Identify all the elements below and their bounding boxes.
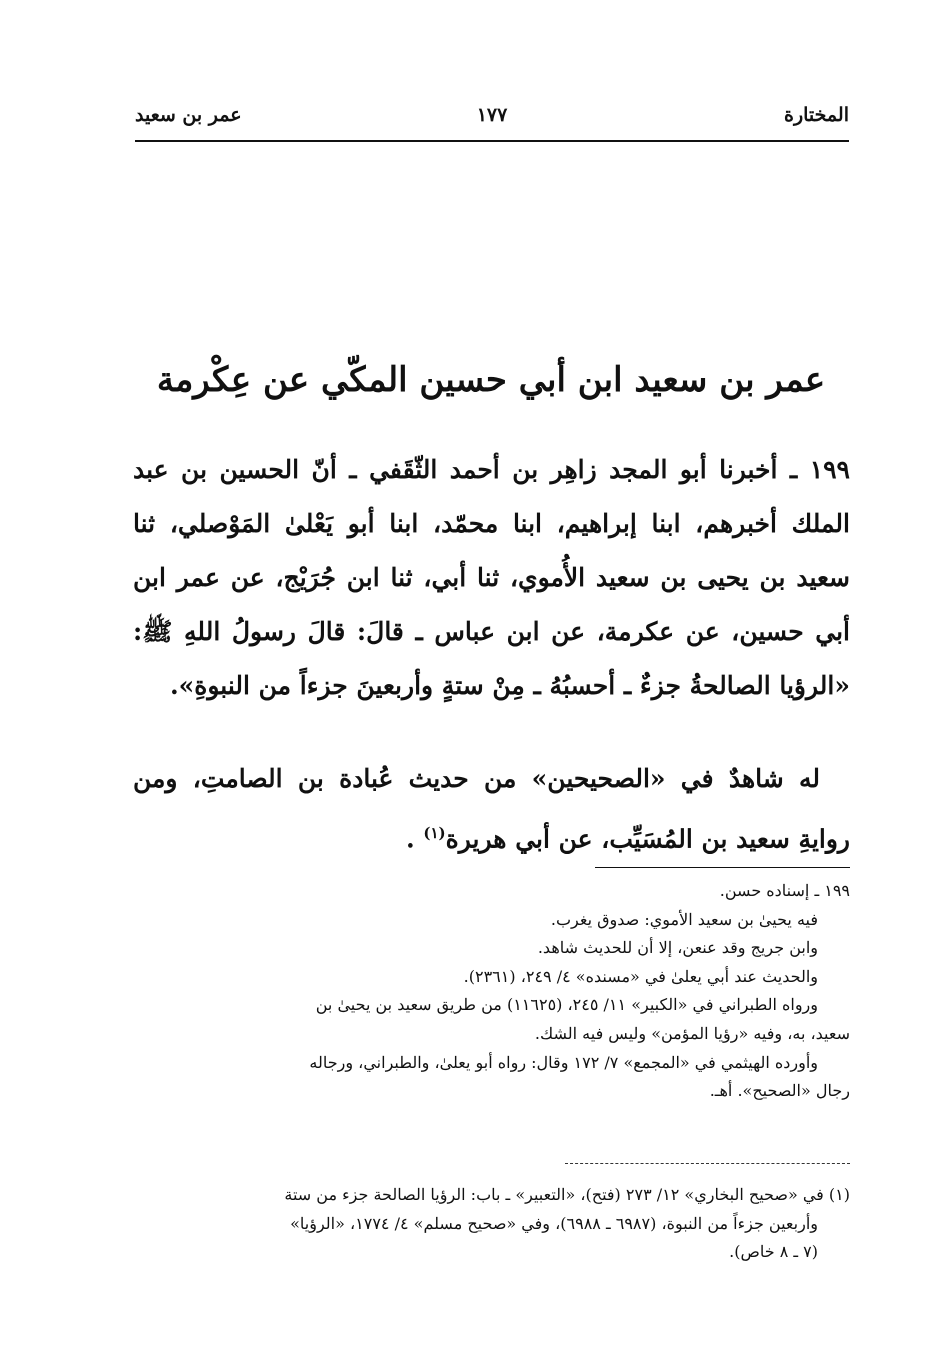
footnote-divider xyxy=(565,1163,850,1164)
header-divider xyxy=(135,140,849,142)
page-number: ١٧٧ xyxy=(476,104,508,126)
footnote-line: (٧ ـ ٨ خاص). xyxy=(729,1242,818,1262)
takhrij-divider xyxy=(595,867,850,868)
hadith-paragraph: ١٩٩ ـ أخبرنا أبو المجد زاهِر بن أحمد الثّقَفي ـ أنّ الحسين بن عبد الملك أخبرهم، ابنا إبراهيم، ابنا محمّد، ابنا أبو يَعْلىٰ المَوْصلي، ثنا سعيد بن يحيى بن سعيد الأُموي، ثنا أبي، ثنا ابن جُرَيْج، عن عمر ابن أبي حسين، عن عكرمة، عن ابن عباس ـ قالَ: قالَ رسولُ اللهِ ﷺ: «الرؤيا الصالحةُ جزءٌ ـ أحسبُهُ ـ مِنْ ستةٍ وأربعينَ جزءاً من النبوةِ». xyxy=(133,455,850,700)
header-book-title: المختارة xyxy=(784,104,849,126)
takhrij-line: وأورده الهيثمي في «المجمع» ٧/ ١٧٢ وقال: رواه أبو يعلىٰ، والطبراني، ورجاله xyxy=(309,1052,818,1072)
footnote-line: (١) في «صحيح البخاري» ١٢/ ٢٧٣ (فتح)، «التعبير» ـ باب: الرؤيا الصالحة جزء من ستة xyxy=(284,1185,850,1204)
shahid-text xyxy=(133,752,850,866)
takhrij-line: والحديث عند أبي يعلىٰ في «مسنده» ٤/ ٢٤٩، (٢٣٦١). xyxy=(463,966,818,986)
takhrij-line: وابن جريج وقد عنعن، إلا أن للحديث شاهد. xyxy=(537,938,818,958)
footnote-ref[interactable]: (١) xyxy=(423,824,446,842)
chapter-title: عمر بن سعيد ابن أبي حسين المكّي عن عِكْرمة xyxy=(156,360,826,400)
takhrij-line: ورواه الطبراني في «الكبير» ١١/ ٢٤٥، (١١٦٢٥) من طريق سعيد بن يحيىٰ بن xyxy=(315,995,818,1015)
shahid-paragraph xyxy=(133,752,850,866)
shahid-body: له شاهدٌ في «الصحيحين» من حديث عُبادة بن الصامتِ، ومن روايةِ سعيد بن المُسَيِّب، عن أبي هريرة xyxy=(133,764,850,854)
header-chapter: عمر بن سعيد xyxy=(135,104,242,126)
takhrij-line: رجال «الصحيح». أهـ. xyxy=(709,1081,850,1101)
hadith-text xyxy=(133,443,850,713)
takhrij-line: سعيد، به، وفيه «رؤيا المؤمن» وليس فيه الشك. xyxy=(534,1023,850,1043)
footnote-line: وأربعين جزءاً من النبوة، (٦٩٨٧ ـ ٦٩٨٨)، وفي «صحيح مسلم» ٤/ ١٧٧٤، «الرؤيا» xyxy=(290,1213,818,1233)
running-header xyxy=(135,104,849,134)
takhrij-line: ١٩٩ ـ إسناده حسن. xyxy=(719,881,850,900)
shahid-end: . xyxy=(405,824,424,854)
footnote xyxy=(136,1181,850,1267)
takhrij-line: فيه يحيىٰ بن سعيد الأموي: صدوق يغرب. xyxy=(550,909,818,929)
takhrij-notes xyxy=(136,877,850,1106)
